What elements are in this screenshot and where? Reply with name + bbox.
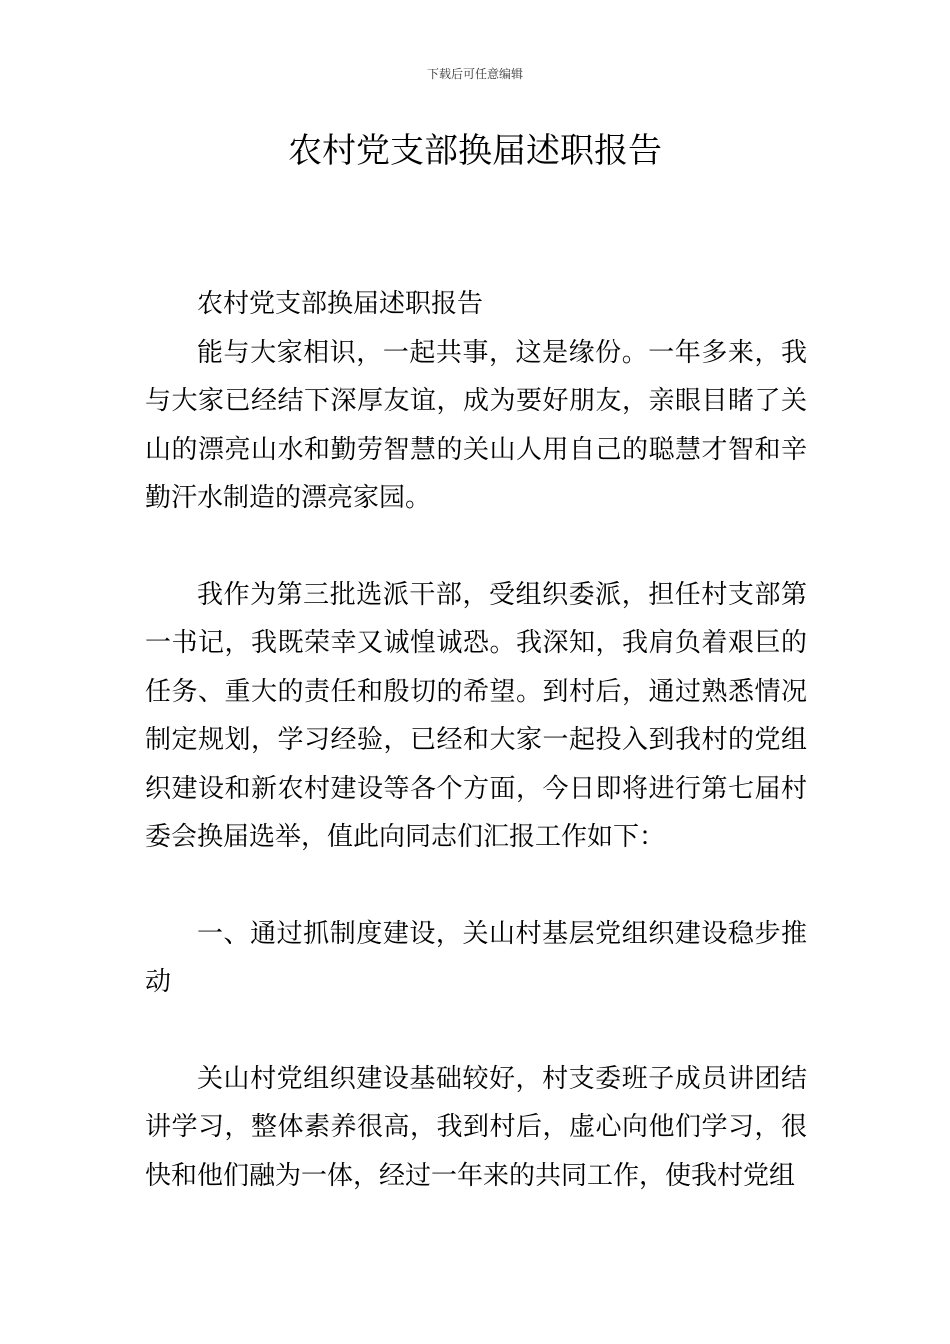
paragraph-role: 我作为第三批选派干部，受组织委派，担任村支部第一书记，我既荣幸又诚惶诚恐。我深知，我肩负着艰巨的任务、重大的责任和殷切的希望。到村后，通过熟悉情况制定规划，学习经验，已经和大家一起投入到我村的党组织建设和新农村建设等各个方面，今日即将进行第七届村委会换届选举，值此向同志们汇报工作如下： <box>145 579 807 852</box>
paragraph-section-1: 关山村党组织建设基础较好，村支委班子成员讲团结讲学习，整体素养很高，我到村后，虚心向他们学习，很快和他们融为一体，经过一年来的共同工作，使我村党组 <box>145 1063 807 1191</box>
paragraph-gap <box>145 862 807 910</box>
paragraph-gap <box>145 1007 807 1055</box>
document-title: 农村党支部换届述职报告 <box>288 131 662 171</box>
section-heading-1: 一、通过抓制度建设，关山村基层党组织建设稳步推动 <box>145 918 807 997</box>
header-note: 下载后可任意编辑 <box>426 67 523 81</box>
paragraph-gap <box>145 523 807 571</box>
paragraph-intro: 能与大家相识，一起共事，这是缘份。一年多来，我与大家已经结下深厚友谊，成为要好朋友，亲眼目睹了关山的漂亮山水和勤劳智慧的关山人用自己的聪慧才智和辛勤汗水制造的漂亮家园。 <box>145 337 807 513</box>
document-body <box>145 280 807 1200</box>
paragraph-subtitle: 农村党支部换届述职报告 <box>197 289 484 319</box>
